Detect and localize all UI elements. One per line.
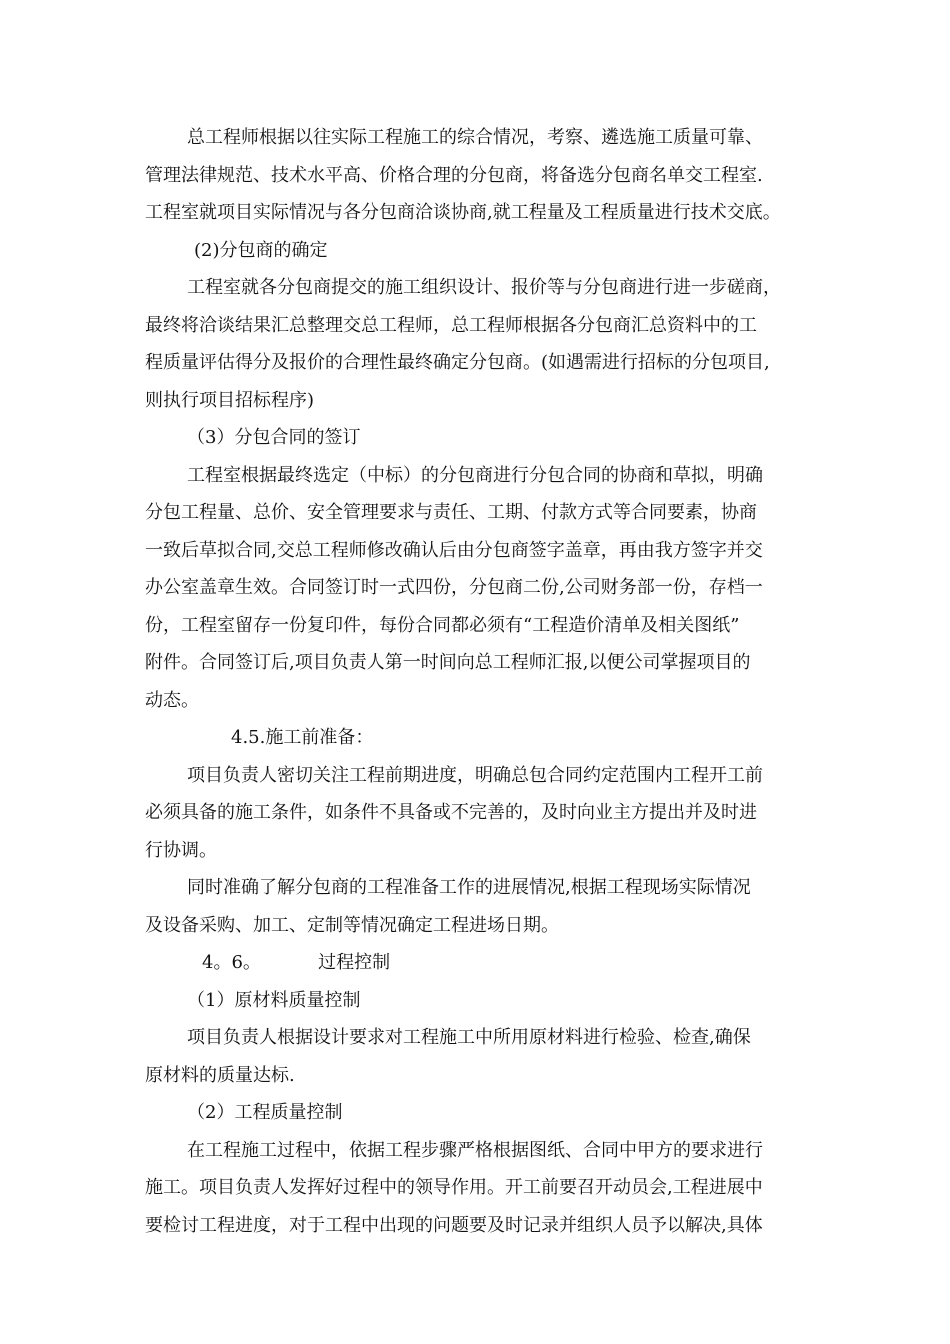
section-heading: （2）工程质量控制 bbox=[187, 1102, 343, 1123]
section-heading: 4.5.施工前准备： bbox=[231, 727, 374, 748]
section-heading: （1）原材料质量控制 bbox=[187, 990, 361, 1011]
section-heading: (2)分包商的确定 bbox=[194, 240, 328, 261]
text-line: 项目负责人密切关注工程前期进度，明确总包合同约定范围内工程开工前 bbox=[187, 765, 763, 786]
text-line: 管理法律规范、技术水平高、价格合理的分包商，将备选分包商名单交工程室. bbox=[145, 165, 763, 186]
section-heading: （3）分包合同的签订 bbox=[187, 427, 361, 448]
text-line: 则执行项目招标程序) bbox=[145, 390, 315, 411]
text-line: 程质量评估得分及报价的合理性最终确定分包商。(如遇需进行招标的分包项目, bbox=[145, 352, 770, 373]
text-line: 工程室就各分包商提交的施工组织设计、报价等与分包商进行进一步磋商， bbox=[187, 277, 781, 298]
text-line: 要检讨工程进度，对于工程中出现的问题要及时记录并组织人员予以解决,具体 bbox=[145, 1215, 763, 1236]
text-line: 必须具备的施工条件，如条件不具备或不完善的，及时向业主方提出并及时进 bbox=[145, 802, 757, 823]
text-line: 工程室就项目实际情况与各分包商洽谈协商,就工程量及工程质量进行技术交底。 bbox=[145, 202, 781, 223]
text-line: 办公室盖章生效。合同签订时一式四份，分包商二份,公司财务部一份，存档一 bbox=[145, 577, 763, 598]
text-line: 附件。合同签订后,项目负责人第一时间向总工程师汇报,以便公司掌握项目的 bbox=[145, 652, 751, 673]
text-line: 项目负责人根据设计要求对工程施工中所用原材料进行检验、检查,确保 bbox=[187, 1027, 751, 1048]
text-line: 同时准确了解分包商的工程准备工作的进展情况,根据工程现场实际情况 bbox=[187, 877, 751, 898]
text-line: 最终将洽谈结果汇总整理交总工程师，总工程师根据各分包商汇总资料中的工 bbox=[145, 315, 757, 336]
text-line: 一致后草拟合同,交总工程师修改确认后由分包商签字盖章，再由我方签字并交 bbox=[145, 540, 763, 561]
text-line: 分包工程量、总价、安全管理要求与责任、工期、付款方式等合同要素，协商 bbox=[145, 502, 757, 523]
text-line: 在工程施工过程中，依据工程步骤严格根据图纸、合同中甲方的要求进行 bbox=[187, 1140, 763, 1161]
text-line: 工程室根据最终选定（中标）的分包商进行分包合同的协商和草拟，明确 bbox=[187, 465, 763, 486]
text-line: 行协调。 bbox=[145, 840, 217, 861]
text-line: 原材料的质量达标. bbox=[145, 1065, 295, 1086]
section-heading: 4。6。 过程控制 bbox=[202, 952, 391, 973]
text-line: 份，工程室留存一份复印件，每份合同都必须有“工程造价清单及相关图纸” bbox=[145, 615, 740, 636]
text-line: 施工。项目负责人发挥好过程中的领导作用。开工前要召开动员会,工程进展中 bbox=[145, 1177, 763, 1198]
text-line: 总工程师根据以往实际工程施工的综合情况，考察、遴选施工质量可靠、 bbox=[187, 127, 763, 148]
text-line: 及设备采购、加工、定制等情况确定工程进场日期。 bbox=[145, 915, 559, 936]
text-line: 动态。 bbox=[145, 690, 199, 711]
